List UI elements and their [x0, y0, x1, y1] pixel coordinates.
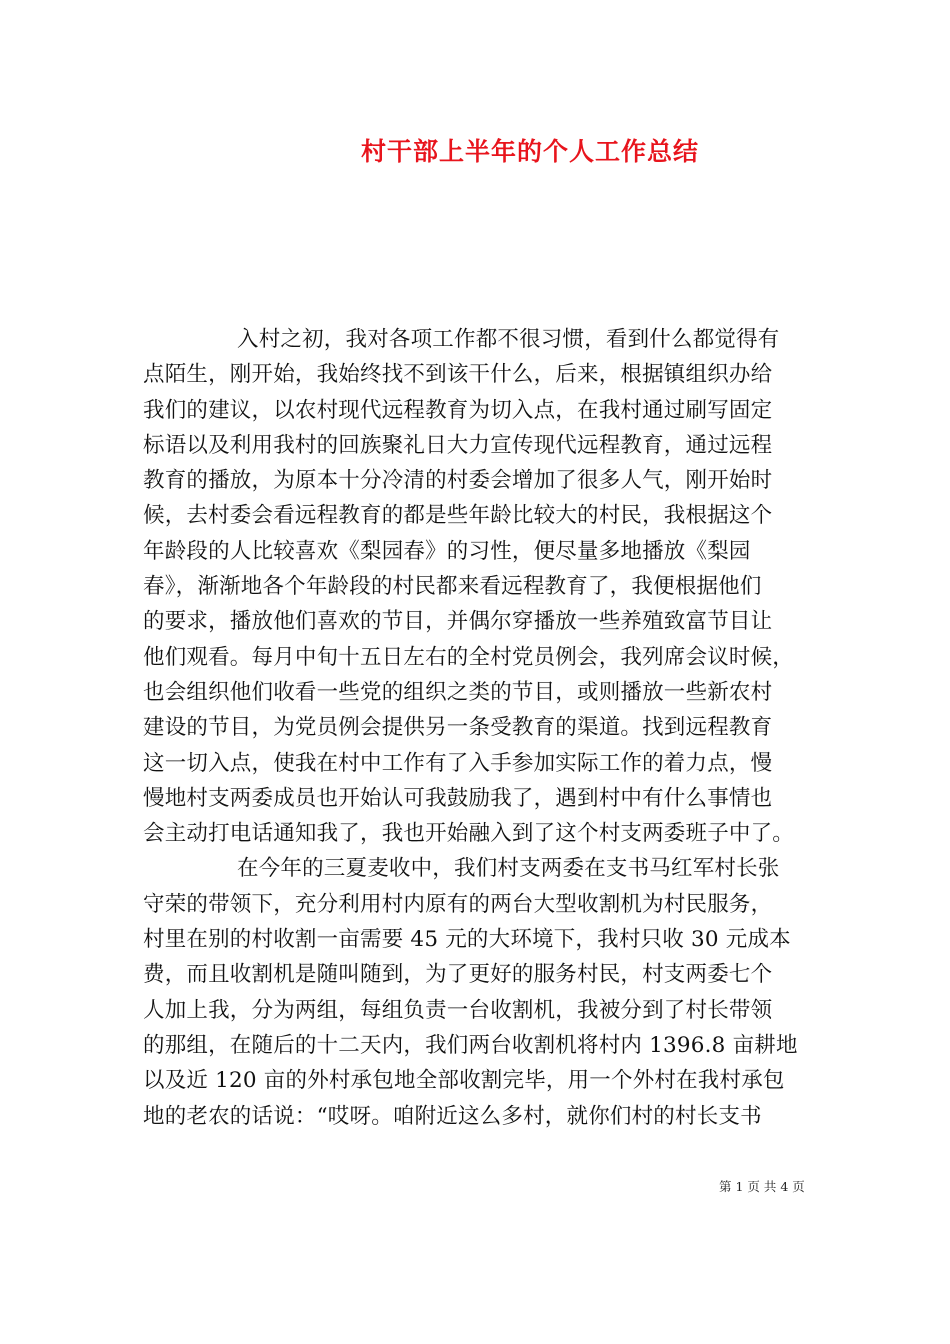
paragraph-1-line: 入村之初，我对各项工作都不很习惯，看到什么都觉得有 — [237, 327, 780, 352]
paragraph-2-line: 村里在别的村收割一亩需要 45 元的大环境下，我村只收 30 元成本 — [143, 927, 791, 953]
paragraph-2-line: 守荣的带领下，充分利用村内原有的两台大型收割机为村民服务， — [143, 891, 773, 917]
paragraph-1-line: 春》，渐渐地各个年龄段的村民都来看远程教育了，我便根据他们 — [143, 574, 762, 600]
paragraph-1-line: 会主动打电话通知我了，我也开始融入到了这个村支两委班子中了。 — [143, 821, 795, 847]
paragraph-1-line: 教育的播放，为原本十分冷清的村委会增加了很多人气，刚开始时 — [143, 468, 773, 494]
paragraph-1-line: 候，去村委会看远程教育的都是些年龄比较大的村民，我根据这个 — [143, 503, 773, 529]
paragraph-2-line: 人加上我，分为两组，每组负责一台收割机，我被分到了村长带领 — [143, 997, 773, 1023]
paragraph-1-line: 标语以及利用我村的回族聚礼日大力宣传现代远程教育，通过远程 — [143, 432, 773, 458]
paragraph-1-line: 点陌生，刚开始，我始终找不到该干什么，后来，根据镇组织办给 — [143, 362, 773, 388]
paragraph-1-line: 的要求，播放他们喜欢的节目，并偶尔穿播放一些养殖致富节目让 — [143, 609, 773, 635]
paragraph-1-line: 也会组织他们收看一些党的组织之类的节目，或则播放一些新农村 — [143, 679, 773, 705]
page-footer: 第 1 页 共 4 页 — [719, 1179, 805, 1194]
paragraph-1-line: 他们观看。每月中旬十五日左右的全村党员例会，我列席会议时候， — [143, 644, 795, 670]
paragraph-2-line: 费，而且收割机是随叫随到，为了更好的服务村民，村支两委七个 — [143, 962, 773, 988]
paragraph-1-line: 年龄段的人比较喜欢《梨园春》的习性，便尽量多地播放《梨园 — [143, 538, 751, 564]
paragraph-2-line: 的那组，在随后的十二天内，我们两台收割机将村内 1396.8 亩耕地 — [143, 1032, 798, 1058]
paragraph-1-line: 建设的节目，为党员例会提供另一条受教育的渠道。找到远程教育 — [143, 715, 773, 741]
paragraph-1-line: 我们的建议，以农村现代远程教育为切入点，在我村通过刷写固定 — [143, 397, 773, 423]
body-text — [143, 322, 811, 1134]
paragraph-2-line: 以及近 120 亩的外村承包地全部收割完毕，用一个外村在我村承包 — [143, 1068, 785, 1094]
page-title: 村干部上半年的个人工作总结 — [360, 137, 699, 166]
paragraph-2-line: 在今年的三夏麦收中，我们村支两委在支书马红军村长张 — [237, 856, 780, 882]
paragraph-2-line: 地的老农的话说：“哎呀。咱附近这么多村，就你们村的村长支书 — [143, 1103, 762, 1129]
paragraph-1-line: 慢地村支两委成员也开始认可我鼓励我了，遇到村中有什么事情也 — [143, 785, 773, 811]
paragraph-1-line: 这一切入点，使我在村中工作有了入手参加实际工作的着力点，慢 — [143, 750, 773, 776]
